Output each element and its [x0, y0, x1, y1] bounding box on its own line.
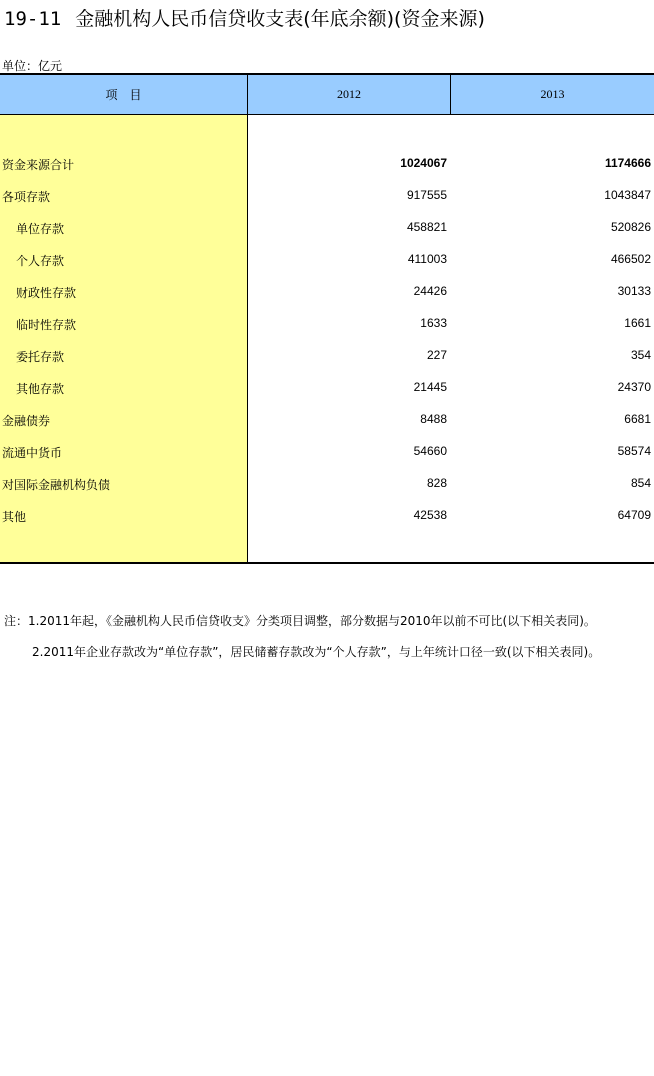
value-2012: 1633 [420, 316, 447, 330]
header-2013: 2013 [451, 73, 654, 115]
row-label: 其他存款 [16, 382, 65, 396]
table-bottom-rule [0, 562, 654, 564]
value-2012: 411003 [407, 252, 447, 266]
value-2012: 8488 [420, 412, 447, 426]
value-2013: 1043847 [604, 188, 651, 202]
table-row [0, 436, 654, 468]
table-row [0, 212, 654, 244]
row-label: 个人存款 [16, 254, 65, 268]
row-label: 流通中货币 [2, 446, 63, 460]
page-title [4, 4, 485, 31]
row-label: 资金来源合计 [2, 158, 75, 172]
table-row [0, 180, 654, 212]
table-row [0, 500, 654, 532]
data-table [0, 73, 654, 564]
row-label: 财政性存款 [16, 286, 77, 300]
table-body [0, 148, 654, 532]
value-2012: 458821 [406, 220, 447, 234]
value-2012: 54660 [413, 444, 447, 458]
table-row [0, 340, 654, 372]
row-label: 临时性存款 [16, 318, 77, 332]
value-2013: 58574 [617, 444, 651, 458]
row-label: 对国际金融机构负债 [2, 478, 111, 492]
row-label: 各项存款 [2, 190, 51, 204]
value-2013: 64709 [617, 508, 651, 522]
unit-label: 单位：亿元 [2, 59, 63, 73]
footnote-2: 2.2011年企业存款改为“单位存款”，居民储蓄存款改为“个人存款”，与上年统计口径一致(以下相关表同)。 [32, 645, 601, 659]
value-2013: 6681 [624, 412, 651, 426]
value-2012: 227 [426, 348, 447, 362]
row-label: 金融债券 [2, 414, 51, 428]
value-2013: 1661 [624, 316, 651, 330]
value-2012: 828 [426, 476, 447, 490]
table-row [0, 468, 654, 500]
value-2013: 466502 [610, 252, 651, 266]
table-title: 金融机构人民币信贷收支表(年底余额)(资金来源) [75, 8, 485, 30]
value-2013: 520826 [610, 220, 651, 234]
row-label: 单位存款 [16, 222, 65, 236]
value-2013: 24370 [617, 380, 651, 394]
table-row [0, 148, 654, 180]
value-2012: 917555 [406, 188, 447, 202]
table-row [0, 372, 654, 404]
table-row [0, 404, 654, 436]
value-2013: 354 [630, 348, 651, 362]
value-2012: 21445 [413, 380, 447, 394]
table-number: 19-11 [4, 8, 62, 30]
footnote-1: 注：1.2011年起，《金融机构人民币信贷收支》分类项目调整，部分数据与2010年以前不可比(以下相关表同)。 [4, 614, 596, 628]
table-row [0, 244, 654, 276]
value-2012: 1024067 [400, 156, 447, 170]
value-2013: 854 [630, 476, 651, 490]
value-2012: 42538 [413, 508, 447, 522]
value-2013: 30133 [617, 284, 651, 298]
value-2013: 1174666 [604, 156, 651, 170]
table-row [0, 308, 654, 340]
row-label: 其他 [2, 510, 27, 524]
row-label: 委托存款 [16, 350, 65, 364]
header-item: 项 目 [0, 73, 248, 115]
value-2012: 24426 [413, 284, 447, 298]
header-2012: 2012 [248, 73, 451, 115]
table-row [0, 276, 654, 308]
